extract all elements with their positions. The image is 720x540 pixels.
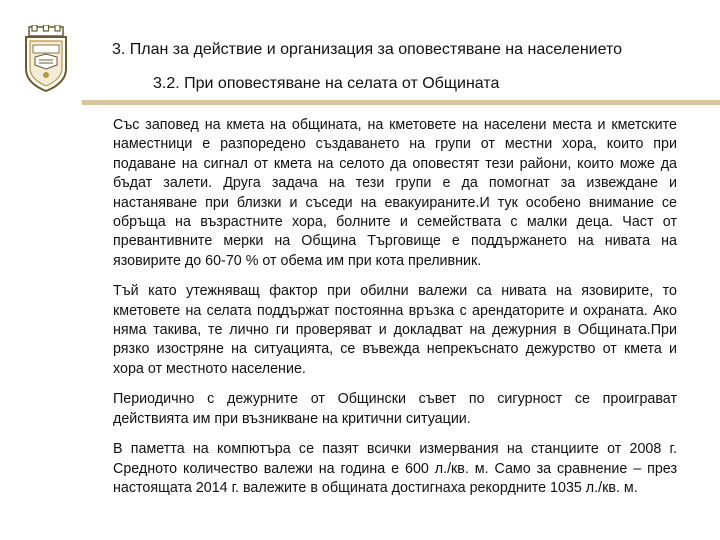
header xyxy=(0,0,720,100)
paragraph: Тъй като утежняващ фактор при обилни валежи са нивата на язовирите, то кметовете на селата поддържат постоянна връзка с арендаторите и охраната. Ако няма такива, те лично ги проверяват и докладват на дежурния в Общината.При рязко изостряне на ситуацията, се въвежда непрекъснато дежурство от кмета и хора от местното население. xyxy=(113,283,677,377)
paragraph: В паметта на компютъра се пазят всички измервания на станциите от 2008 г. Средното количество валежи на година е 600 л./кв. м. Само за сравнение – през настоящата 2014 г. валежите в общината достигнаха рекордните 1035 л./кв. м. xyxy=(113,441,677,496)
accent-bar xyxy=(82,100,720,105)
body-text xyxy=(113,116,677,509)
paragraph: Със заповед на кмета на общината, на кметовете на населени места и кметските наместници е разпоредено създаването на групи от местни хора, които при подаване на сигнал от кмета на селото да оповестят тези райони, които може да бъдат залети. Друга задача на тези групи е да помогнат за извеждане и настаняване при близки и съседи на евакуираните.И тук особено внимание се обръща на възрастните хора, болните и семействата с малки деца. Част от превантивните мерки на Община Търговище е поддържането на нивата на язовирите до 60-70 % от обема им при кота преливник. xyxy=(113,117,677,269)
page-subtitle: 3.2. При оповестяване на селата от Общината xyxy=(153,75,500,92)
page-title: 3. План за действие и организация за оповестяване на населението xyxy=(112,41,622,58)
coat-of-arms-icon xyxy=(21,25,71,95)
paragraph: Периодично с дежурните от Общински съвет по сигурност се проиграват действията им при възникване на критични ситуации. xyxy=(113,391,677,427)
